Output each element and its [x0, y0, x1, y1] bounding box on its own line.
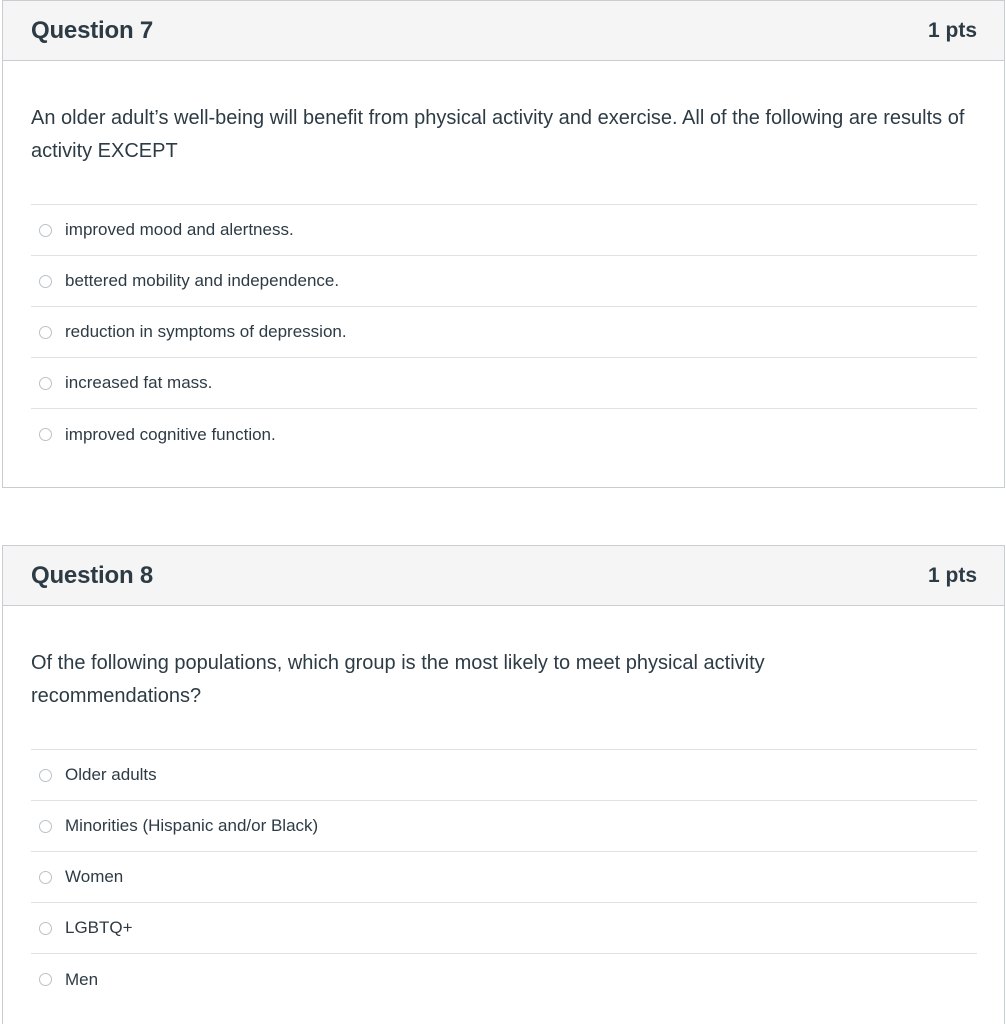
radio-button[interactable]: [39, 871, 52, 884]
answer-label: Older adults: [65, 765, 157, 784]
answer-option[interactable]: [31, 307, 977, 358]
question-text: An older adult’s well-being will benefit from physical activity and exercise. All of the following are results of activity EXCEPT: [31, 107, 965, 162]
answer-label: improved cognitive function.: [65, 424, 276, 444]
answer-option[interactable]: [31, 801, 977, 852]
radio-button[interactable]: [39, 224, 52, 237]
answer-label: Men: [65, 969, 99, 989]
answer-label: reduction in symptoms of depression.: [65, 322, 347, 341]
radio-button[interactable]: [39, 275, 52, 288]
question-points: 1 pts: [927, 563, 977, 587]
question-8-card: [2, 545, 1005, 1024]
radio-button[interactable]: [39, 428, 52, 441]
answer-label: LGBTQ+: [65, 918, 133, 937]
answer-option[interactable]: [31, 852, 977, 903]
question-header: [3, 1, 1004, 61]
radio-button[interactable]: [39, 769, 52, 782]
answer-label: Women: [65, 867, 124, 886]
question-title: Question 7: [31, 16, 154, 44]
answer-option[interactable]: [31, 409, 977, 460]
answer-label: Minorities (Hispanic and/or Black): [65, 816, 319, 835]
question-header: [3, 546, 1004, 606]
answer-option[interactable]: [31, 903, 977, 954]
answer-list: [31, 749, 977, 1005]
question-7-card: [2, 0, 1005, 488]
answer-list: [31, 204, 977, 460]
question-title: Question 8: [31, 561, 154, 589]
answer-option[interactable]: [31, 256, 977, 307]
question-body: [3, 647, 1004, 1005]
radio-button[interactable]: [39, 922, 52, 935]
answer-option[interactable]: [31, 358, 977, 409]
radio-button[interactable]: [39, 820, 52, 833]
question-points: 1 pts: [927, 18, 977, 42]
radio-button[interactable]: [39, 326, 52, 339]
answer-option[interactable]: [31, 750, 977, 801]
answer-label: improved mood and alertness.: [65, 220, 294, 239]
answer-label: bettered mobility and independence.: [65, 271, 340, 290]
answer-option[interactable]: [31, 205, 977, 256]
radio-button[interactable]: [39, 973, 52, 986]
radio-button[interactable]: [39, 377, 52, 390]
question-body: [3, 102, 1004, 460]
question-text: Of the following populations, which group is the most likely to meet physical activity recommendations?: [31, 652, 765, 707]
answer-label: increased fat mass.: [65, 373, 213, 392]
answer-option[interactable]: [31, 954, 977, 1005]
